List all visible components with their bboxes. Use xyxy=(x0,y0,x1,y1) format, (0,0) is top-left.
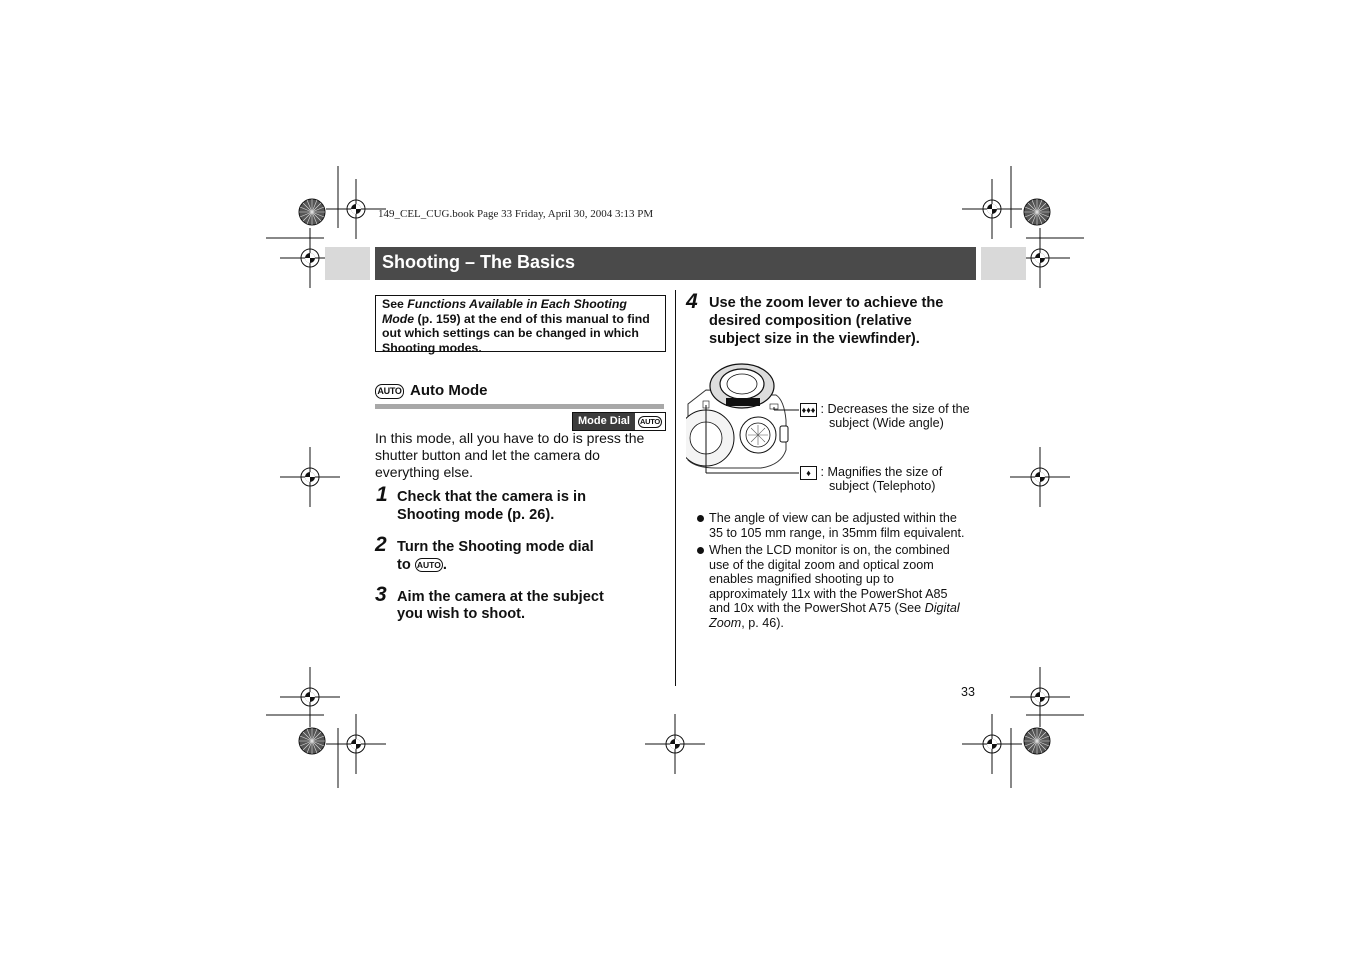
auto-mode-intro: In this mode, all you have to do is press the shutter button and let the camera do everything else. xyxy=(375,430,645,480)
camera-zoom-lever-illustration xyxy=(686,360,806,482)
bullet-2-text: When the LCD monitor is on, the combined use of the digital zoom and optical zoom enables magnified shooting up to approximately 11x with the PowerShot A85 and 10x with the PowerShot A75 (See xyxy=(709,543,950,615)
note-suffix: (p. 159) at the end of this manual to find out which settings can be changed in which Shooting modes. xyxy=(382,311,650,355)
page-number: 33 xyxy=(961,685,975,699)
auto-mode-icon: AUTO xyxy=(375,384,404,399)
step-1-line2: Shooting mode (p. 26). xyxy=(397,507,555,523)
right-gray-tab xyxy=(981,247,1026,280)
column-divider xyxy=(675,290,676,686)
zoom-tele-line2: subject (Telephoto) xyxy=(829,479,936,493)
mode-dial-label: Mode Dial xyxy=(573,413,635,430)
note-box xyxy=(375,295,666,355)
step-2-number: 2 xyxy=(375,533,387,556)
auto-mode-heading xyxy=(375,382,487,399)
wide-angle-icon: ♦♦♦ xyxy=(801,405,816,415)
zoom-tele-label xyxy=(800,465,942,480)
bullet-2-italic: Digital Zoom xyxy=(709,601,960,630)
bullet-digital-zoom xyxy=(695,543,970,630)
print-header: 149_CEL_CUG.book Page 33 Friday, April 30, 2004 3:13 PM xyxy=(378,208,654,220)
step-1-number: 1 xyxy=(376,483,388,506)
wide-line1: : Decreases the size of the xyxy=(820,402,970,416)
step-4-line1: Use the zoom lever to achieve the xyxy=(709,295,944,311)
step-2-auto-icon: AUTO xyxy=(415,558,443,572)
telephoto-icon: ♦ xyxy=(800,466,817,480)
step-2-line2: to xyxy=(397,557,411,573)
step-3-number: 3 xyxy=(375,583,387,606)
auto-mode-heading-text: Auto Mode xyxy=(410,382,488,399)
section-title: Shooting – The Basics xyxy=(382,252,576,272)
note-prefix: See xyxy=(382,297,408,311)
heading-rule xyxy=(375,404,664,409)
tele-line1: : Magnifies the size of xyxy=(820,465,943,479)
step-3-line2: you wish to shoot. xyxy=(397,606,526,622)
step-2-line2-wrap xyxy=(397,556,447,574)
note-italic-title: Functions Available in Each Shooting Mode xyxy=(382,297,627,326)
mode-dial-icon-wrap xyxy=(635,413,665,430)
mode-dial-badge xyxy=(572,412,666,431)
zoom-notes xyxy=(695,511,970,633)
zoom-wide-line2: subject (Wide angle) xyxy=(829,416,944,430)
bullet-2-post: , p. 46). xyxy=(741,615,784,630)
bullet-angle-of-view xyxy=(695,511,970,540)
step-3-line1: Aim the camera at the subject xyxy=(397,589,604,605)
step-1-line1: Check that the camera is in xyxy=(397,489,586,505)
step-4-line3: subject size in the viewfinder). xyxy=(709,331,920,347)
step-2-line1: Turn the Shooting mode dial xyxy=(397,539,594,555)
step-4-number: 4 xyxy=(686,290,698,313)
left-gray-tab xyxy=(325,247,370,280)
step-4-line2: desired composition (relative xyxy=(709,313,912,329)
bullet-1-text: The angle of view can be adjusted within the 35 to 105 mm range, in 35mm film equivalent. xyxy=(709,511,965,540)
step-2-line2-end: . xyxy=(442,557,447,573)
zoom-wide-label xyxy=(800,402,970,417)
mode-dial-auto-icon: AUTO xyxy=(638,416,662,428)
